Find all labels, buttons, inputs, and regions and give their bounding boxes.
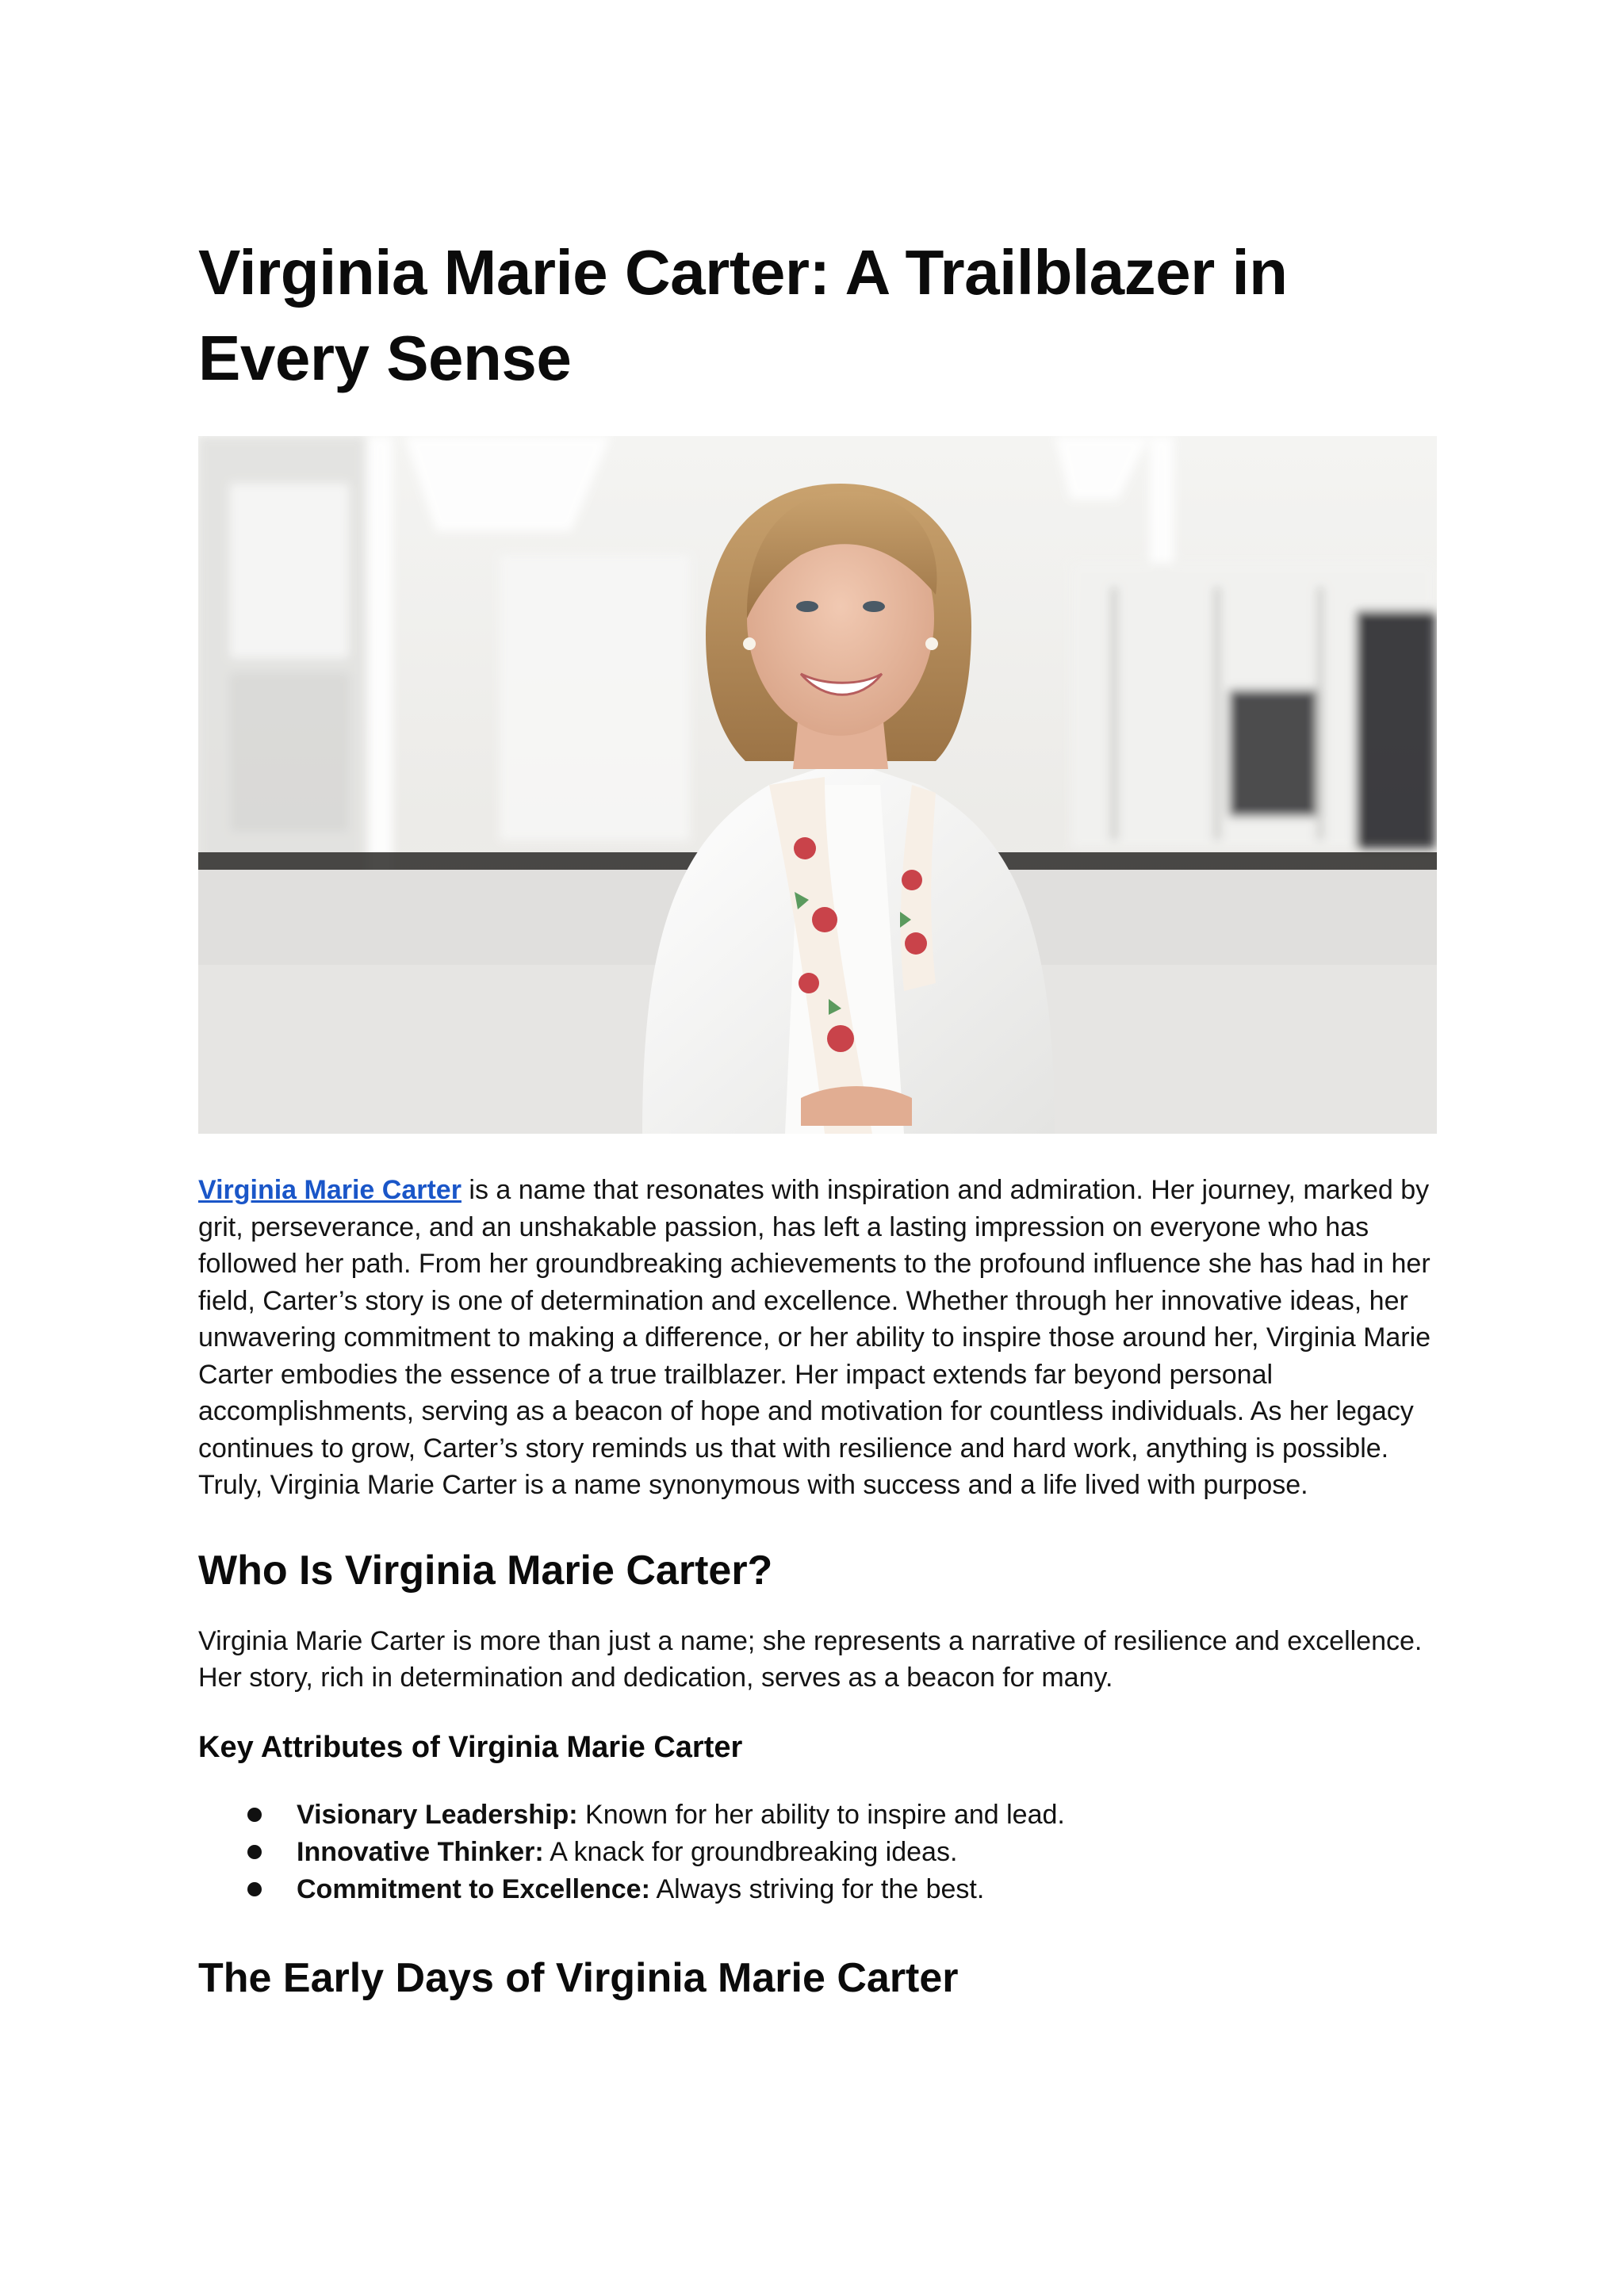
- list-item: [247, 1834, 1437, 1871]
- page-title: Virginia Marie Carter: A Trailblazer in Every Sense: [198, 237, 1288, 393]
- portrait-photo: [198, 436, 1437, 1134]
- attribute-desc: Always striving for the best.: [649, 1873, 985, 1904]
- section-heading-early-days: The Early Days of Virginia Marie Carter: [198, 1954, 959, 2001]
- bullet-icon: [247, 1845, 262, 1859]
- key-attributes-list: [198, 1797, 1437, 1908]
- section-heading-who: Who Is Virginia Marie Carter?: [198, 1547, 773, 1594]
- subject-name-link[interactable]: Virginia Marie Carter: [198, 1175, 462, 1205]
- document-page: [198, 230, 1437, 2003]
- intro-paragraph: [198, 1172, 1437, 1504]
- attribute-desc: Known for her ability to inspire and lead.: [577, 1799, 1065, 1830]
- hero-image: [198, 436, 1437, 1134]
- intro-text: is a name that resonates with inspiration and admiration. Her journey, marked by grit, perseverance, and an unshakable passion, has left a lasting impression on everyone who has followed her path. From her groundbreaking achievements to the profound influence she has had in her field, Carter’s story is one of determination and excellence. Whether through her innovative ideas, her unwavering commitment to making a difference, or her ability to inspire those around her, Virginia Marie Carter embodies the essence of a true trailblazer. Her impact extends far beyond personal accomplishments, serving as a beacon of hope and motivation for countless individuals. As her legacy continues to grow, Carter’s story reminds us that with resilience and hard work, anything is possible. Truly, Virginia Marie Carter is a name synonymous with success and a life lived with purpose.: [198, 1175, 1431, 1500]
- bullet-icon: [247, 1882, 262, 1896]
- who-paragraph: Virginia Marie Carter is more than just a name; she represents a narrative of resilience and excellence. Her story, rich in determination and dedication, serves as a beacon for many.: [198, 1625, 1423, 1693]
- attribute-term: Visionary Leadership:: [297, 1799, 578, 1830]
- attribute-term: Innovative Thinker:: [297, 1836, 544, 1867]
- attribute-term: Commitment to Excellence:: [297, 1873, 650, 1904]
- list-item: [247, 1797, 1437, 1834]
- list-item: [247, 1871, 1437, 1908]
- bullet-icon: [247, 1808, 262, 1822]
- attribute-desc: A knack for groundbreaking ideas.: [543, 1836, 958, 1867]
- key-attributes-heading: Key Attributes of Virginia Marie Carter: [198, 1730, 743, 1764]
